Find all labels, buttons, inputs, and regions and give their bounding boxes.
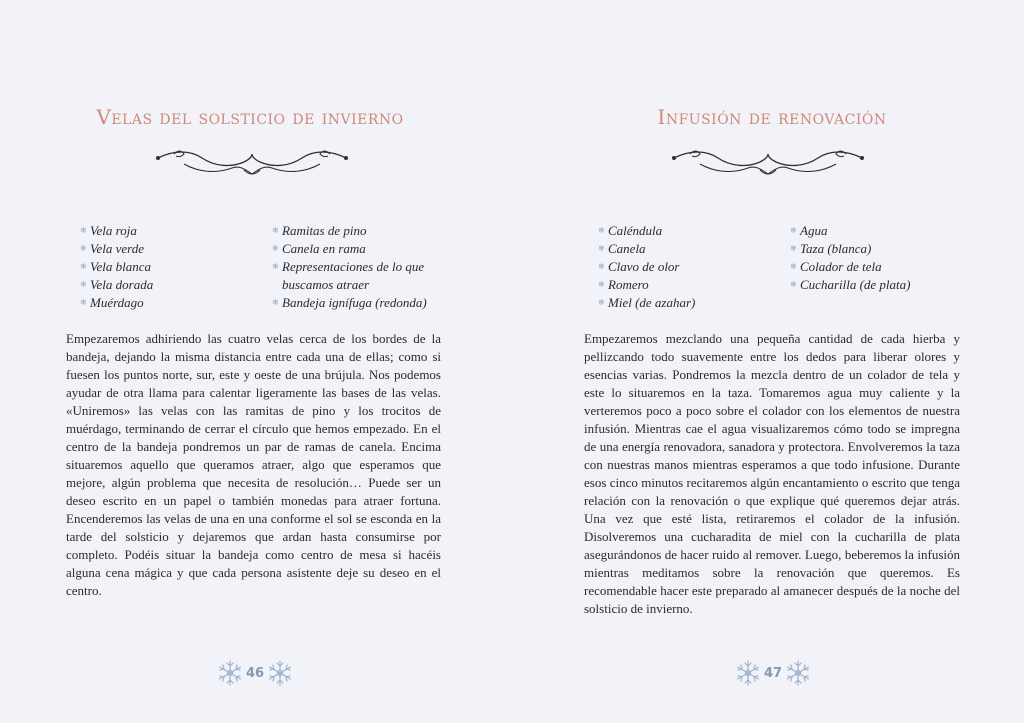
- page-title: Velas del solsticio de invierno: [96, 105, 404, 130]
- page-title: Infusión de renovación: [657, 105, 887, 130]
- bullet-flake-icon: ❄: [80, 262, 87, 271]
- list-item: ❄ Miel (de azahar): [598, 295, 696, 310]
- ingredient-list: [790, 222, 911, 294]
- list-item: ❄ Ramitas de pino: [272, 223, 367, 238]
- ingredient-list: [272, 222, 432, 312]
- body-text: Empezaremos mezclando una pequeña cantidad de cada hierba y pellizcando todo suavemente entre los dedos para liberar olores y esencias varias. Pondremos la mezcla dentro de un colador de tela y este lo situaremos en la taza. Tomaremos agua muy caliente y la verteremos poco a poco sobre el colador con los elementos de nuestra infusión. Mientras cae el agua visualizaremos cómo todo se impregna de una energía renovadora, sanadora y protectora. Envolveremos la taza con nuestras manos mientras esperamos a que todo infusione. Durante esos cinco minutos recitaremos algún encantamiento o escrito que tenga relación con la renovación o que explique qué queremos dejar atrás. Una vez que esté lista, retiraremos el colador de la infusión. Disolveremos una cucharadita de miel con la cucharilla de plata asegurándonos de hacer ruido al remover. Luego, beberemos la infusión mientras meditamos sobre la renovación que queremos. Es recomendable hacer este preparado al amanecer después de la noche del solsticio de invierno.: [584, 331, 960, 616]
- bullet-flake-icon: ❄: [598, 280, 605, 289]
- list-item: ❄ Muérdago: [80, 295, 144, 310]
- list-item: ❄ Taza (blanca): [790, 241, 872, 256]
- body-text: Empezaremos adhiriendo las cuatro velas cerca de los bordes de la bandeja, dejando la misma distancia entre cada una de ellas; como si fuesen los puntos norte, sur, este y oeste de una brújula. Nos podemos ayudar de otra llama para calentar ligeramente las bases de las velas. «Uniremos» las velas con las ramitas de pino y los trocitos de muérdago, terminando de cerrar el círculo que hemos empezado. En el centro de la bandeja pondremos un par de ramas de canela. Encima situaremos aquello que queramos atraer, algo que esperamos que mejore, algún problema que necesita de resolución… Puede ser un deseo escrito en un papel o también monedas para atraer fortuna. Encenderemos las velas de una en una conforme el sol se esconda en la tarde del solsticio y dejaremos que ardan hasta consumirse por completo. Podéis situar la bandeja como centro de mesa si hacéis alguna cena mágica y que cada persona asistente deje su deseo en el centro.: [66, 331, 441, 598]
- list-item: ❄ Representaciones de lo que buscamos atraer: [272, 259, 425, 292]
- bullet-flake-icon: ❄: [80, 226, 87, 235]
- bullet-flake-icon: ❄: [790, 280, 797, 289]
- snowflake-icon: [784, 659, 812, 687]
- bullet-flake-icon: ❄: [790, 262, 797, 271]
- page-number: 47: [764, 665, 783, 681]
- page-number-footer: [216, 657, 294, 689]
- bullet-flake-icon: ❄: [598, 226, 605, 235]
- snowflake-icon: [266, 659, 294, 687]
- list-item: ❄ Canela: [598, 241, 646, 256]
- ingredient-list: [598, 222, 695, 312]
- bullet-flake-icon: ❄: [598, 244, 605, 253]
- list-item: ❄ Vela verde: [80, 241, 145, 256]
- flourish-ornament-icon: [670, 146, 866, 180]
- list-item: ❄ Agua: [790, 223, 828, 238]
- bullet-flake-icon: ❄: [80, 298, 87, 307]
- list-item: ❄ Vela blanca: [80, 259, 152, 274]
- list-item: ❄ Romero: [598, 277, 649, 292]
- bullet-flake-icon: ❄: [790, 244, 797, 253]
- bullet-flake-icon: ❄: [80, 280, 87, 289]
- list-item: ❄ Caléndula: [598, 223, 663, 238]
- list-item: ❄ Vela roja: [80, 223, 137, 238]
- page-number-footer: [734, 657, 812, 689]
- bullet-flake-icon: ❄: [598, 262, 605, 271]
- bullet-flake-icon: ❄: [598, 298, 605, 307]
- bullet-flake-icon: ❄: [80, 244, 87, 253]
- right-page: [512, 0, 1024, 723]
- flourish-ornament-icon: [154, 146, 350, 180]
- snowflake-icon: [734, 659, 762, 687]
- bullet-flake-icon: ❄: [272, 226, 279, 235]
- page-number: 46: [246, 665, 265, 681]
- list-item: ❄ Vela dorada: [80, 277, 154, 292]
- list-item: ❄ Canela en rama: [272, 241, 366, 256]
- snowflake-icon: [216, 659, 244, 687]
- bullet-flake-icon: ❄: [272, 262, 279, 271]
- bullet-flake-icon: ❄: [272, 244, 279, 253]
- list-item: ❄ Clavo de olor: [598, 259, 680, 274]
- ingredient-list: [80, 222, 153, 312]
- bullet-flake-icon: ❄: [790, 226, 797, 235]
- list-item: ❄ Colador de tela: [790, 259, 882, 274]
- bullet-flake-icon: ❄: [272, 298, 279, 307]
- list-item: ❄ Bandeja ignífuga (redonda): [272, 295, 427, 310]
- list-item: ❄ Cucharilla (de plata): [790, 277, 911, 292]
